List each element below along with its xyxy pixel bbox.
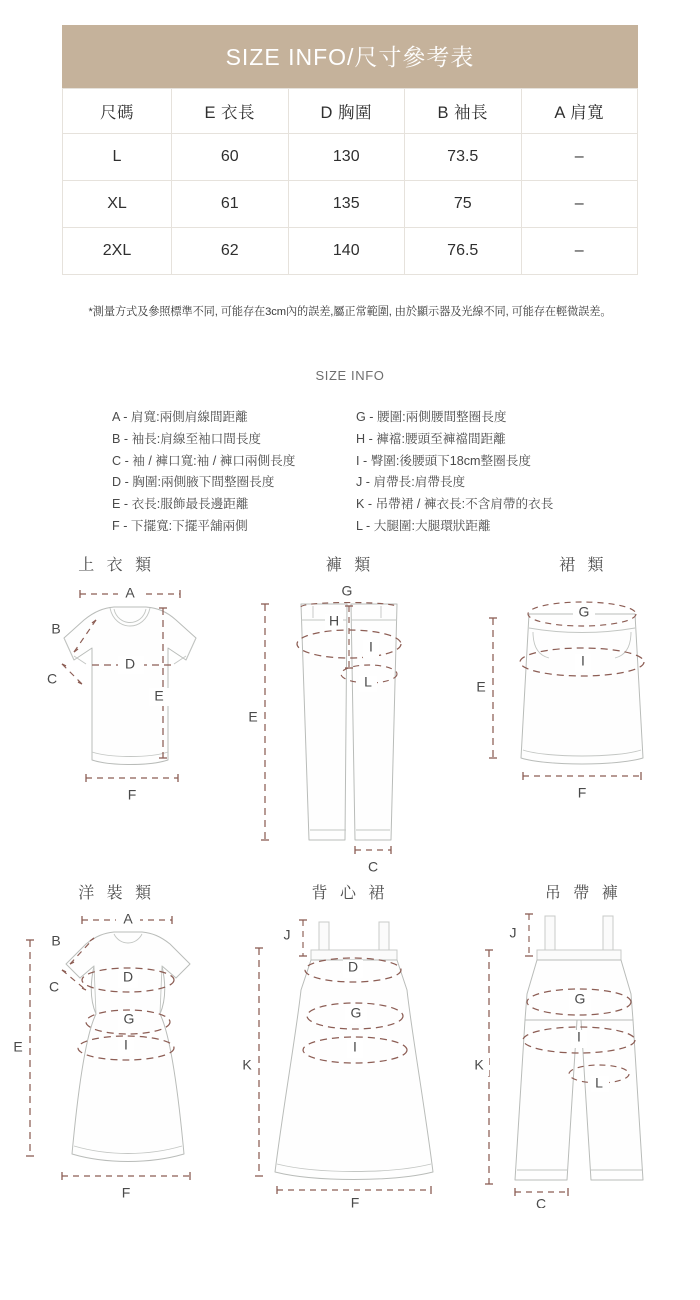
legend-item-k: K - 吊帶裙 / 褲衣長:不含肩帶的衣長 [356, 497, 554, 511]
table-cell-length: 61 [172, 181, 289, 228]
table-cell-bust: 140 [288, 228, 405, 275]
measure-label-e: E [248, 708, 259, 725]
measure-label-f: F [351, 1194, 360, 1208]
table-cell-size: L [63, 134, 172, 181]
size-info-table-container [62, 25, 638, 275]
measure-label-l: L [594, 1074, 603, 1091]
legend-item-b: B - 袖長:肩線至袖口間長度 [112, 431, 262, 446]
table-cell-bust: 130 [288, 134, 405, 181]
diagram-title-overalls: 吊 帶 褲 [544, 885, 622, 902]
legend-item-i: I - 臀圍:後腰頭下18cm整圈長度 [356, 453, 531, 468]
diagram-row-bottom [0, 880, 700, 1208]
measure-label-b: B [51, 620, 61, 637]
measure-label-g: G [123, 1010, 135, 1027]
legend-column-right [356, 408, 612, 535]
garment-diagram-grid [0, 552, 700, 1208]
diagram-title-dress: 洋 裝 類 [78, 885, 156, 902]
measure-label-e: E [476, 678, 486, 695]
diagram-cell-skirt [467, 552, 700, 880]
dress-diagram [0, 908, 233, 1208]
table-cell-shoulder: – [521, 134, 638, 181]
measure-label-k: K [474, 1056, 484, 1073]
measure-label-d: D [123, 968, 134, 985]
measure-label-a: A [123, 910, 133, 927]
legend-item-d: D - 胸圍:兩側腋下間整圈長度 [112, 475, 275, 490]
table-cell-size: XL [63, 181, 172, 228]
measure-label-f: F [121, 1184, 131, 1201]
diagram-cell-dress [0, 880, 233, 1208]
table-header-row [63, 89, 638, 134]
measure-label-i: I [353, 1038, 358, 1055]
legend-item-e: E - 衣長:服飾最長邊距離 [112, 497, 249, 511]
diagram-title-tops: 上 衣 類 [78, 557, 156, 574]
table-cell-length: 60 [172, 134, 289, 181]
measure-label-j: J [283, 926, 291, 943]
tshirt-diagram [0, 580, 233, 850]
diagram-cell-overalls [467, 880, 700, 1208]
table-cell-sleeve: 73.5 [405, 134, 522, 181]
camisole-dress-diagram [233, 908, 466, 1208]
legend-column-left [112, 408, 338, 535]
measure-label-i: I [369, 638, 374, 655]
legend-item-c: C - 袖 / 褲口寬:袖 / 褲口兩側長度 [112, 453, 296, 468]
measure-label-k: K [242, 1056, 253, 1073]
size-table-title: SIZE INFO/尺寸參考表 [62, 25, 638, 88]
measure-label-e: E [154, 687, 164, 704]
legend-heading: SIZE INFO [315, 368, 385, 383]
measure-label-g: G [342, 582, 353, 599]
measure-label-g: G [578, 603, 590, 620]
measurement-disclaimer: *測量方式及參照標準不同, 可能存在3cm內的誤差,屬正常範圍, 由於顯示器及光線不同, 可能存在輕微誤差。 [88, 306, 612, 318]
legend-item-f: F - 下擺寬:下擺平舖兩側 [112, 518, 248, 533]
legend-item-g: G - 腰圍:兩側腰間整圈長度 [356, 410, 507, 424]
measure-label-c: C [47, 670, 58, 687]
measure-label-i: I [124, 1036, 129, 1053]
table-row [63, 181, 638, 228]
legend-item-a: A - 肩寬:兩側肩線間距離 [112, 410, 248, 424]
measure-label-h: H [329, 612, 340, 629]
measure-label-g: G [574, 990, 586, 1007]
diagram-title-skirt: 裙 類 [559, 557, 608, 574]
skirt-diagram [467, 580, 700, 850]
measure-label-i: I [576, 1028, 581, 1045]
measure-label-g: G [351, 1004, 362, 1021]
table-header-cell: A 肩寬 [521, 89, 638, 134]
table-cell-shoulder: – [521, 228, 638, 275]
measure-label-a: A [125, 584, 135, 601]
measure-label-c: C [368, 858, 379, 875]
table-row [63, 134, 638, 181]
table-cell-bust: 135 [288, 181, 405, 228]
table-cell-shoulder: – [521, 181, 638, 228]
diagram-cell-camisole-dress [233, 880, 466, 1208]
legend-item-l: L - 大腿圍:大腿環狀距離 [356, 518, 491, 533]
measure-label-j: J [509, 924, 517, 941]
measurement-legend [112, 408, 612, 535]
diagram-cell-pants [233, 552, 466, 880]
table-header-cell: B 袖長 [405, 89, 522, 134]
measure-label-l: L [364, 673, 373, 690]
measure-label-d: D [348, 958, 359, 975]
table-cell-sleeve: 76.5 [405, 228, 522, 275]
diagram-title-camisole-dress: 背 心 裙 [311, 885, 389, 902]
measure-label-c: C [535, 1195, 546, 1208]
measure-label-c: C [49, 978, 60, 995]
table-cell-size: 2XL [63, 228, 172, 275]
measure-label-e: E [13, 1038, 23, 1055]
diagram-title-pants: 褲 類 [325, 557, 375, 574]
legend-item-j: J - 肩帶長:肩帶長度 [356, 475, 466, 490]
measure-label-b: B [51, 932, 61, 949]
diagram-cell-tops [0, 552, 233, 880]
measure-label-f: F [577, 784, 587, 801]
table-cell-length: 62 [172, 228, 289, 275]
size-table [62, 88, 638, 275]
diagram-row-top [0, 552, 700, 880]
table-row [63, 228, 638, 275]
pants-diagram [233, 580, 466, 880]
table-cell-sleeve: 75 [405, 181, 522, 228]
measure-label-i: I [580, 652, 585, 669]
legend-item-h: H - 褲襠:腰頭至褲襠間距離 [356, 431, 506, 446]
table-header-cell: E 衣長 [172, 89, 289, 134]
table-header-cell: D 胸圍 [288, 89, 405, 134]
table-header-cell: 尺碼 [63, 89, 172, 134]
measure-label-f: F [127, 786, 137, 803]
measure-label-d: D [125, 655, 136, 672]
overalls-diagram [467, 908, 700, 1208]
